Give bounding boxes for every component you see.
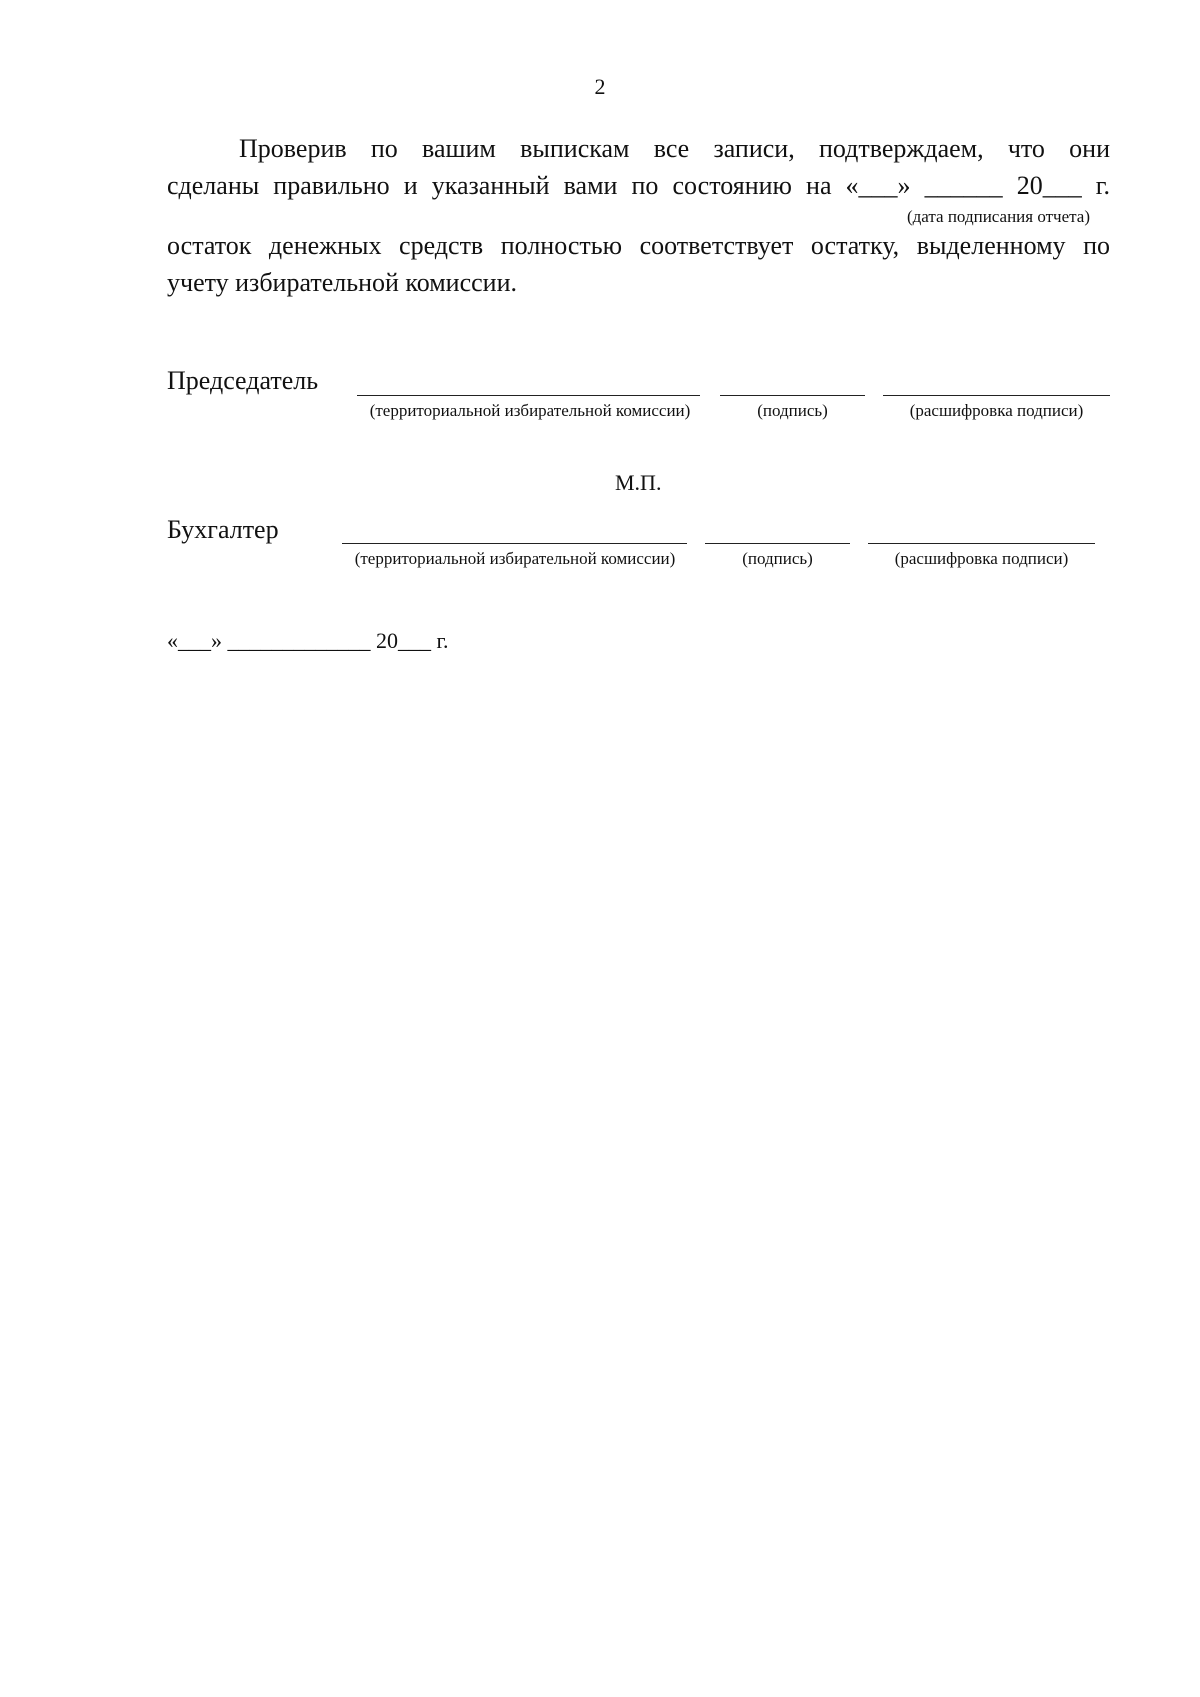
chairman-decoding-line[interactable] bbox=[883, 395, 1110, 396]
chairman-commission-line[interactable] bbox=[357, 395, 700, 396]
chairman-label: Председатель bbox=[167, 366, 319, 395]
accountant-signature-caption: (подпись) bbox=[742, 549, 813, 568]
chairman-signature-line[interactable] bbox=[720, 395, 865, 396]
accountant-commission-caption: (территориальной избирательной комиссии) bbox=[354, 549, 676, 568]
accountant-decoding-line[interactable] bbox=[868, 543, 1095, 544]
paragraph-line-2: сделаны правильно и указанный вами по состоянию на «___» ______ 20___ г. bbox=[167, 171, 1110, 200]
paragraph-line-1: Проверив по вашим выпискам все записи, подтверждаем, что они bbox=[239, 134, 1110, 163]
chairman-signature-caption: (подпись) bbox=[757, 401, 828, 420]
chairman-decoding-caption: (расшифровка подписи) bbox=[909, 401, 1084, 420]
paragraph-line-4: учету избирательной комиссии. bbox=[167, 268, 517, 297]
accountant-commission-line[interactable] bbox=[342, 543, 687, 544]
final-date: «___» _____________ 20___ г. bbox=[167, 628, 449, 653]
accountant-decoding-caption: (расшифровка подписи) bbox=[894, 549, 1069, 568]
paragraph-line-3: остаток денежных средств полностью соответствует остатку, выделенному по bbox=[167, 231, 1110, 260]
stamp-place: М.П. bbox=[615, 470, 662, 495]
page-number: 2 bbox=[594, 74, 606, 99]
chairman-commission-caption: (территориальной избирательной комиссии) bbox=[369, 401, 691, 420]
accountant-signature-line[interactable] bbox=[705, 543, 850, 544]
date-caption: (дата подписания отчета) bbox=[906, 207, 1090, 226]
accountant-label: Бухгалтер bbox=[167, 515, 279, 544]
